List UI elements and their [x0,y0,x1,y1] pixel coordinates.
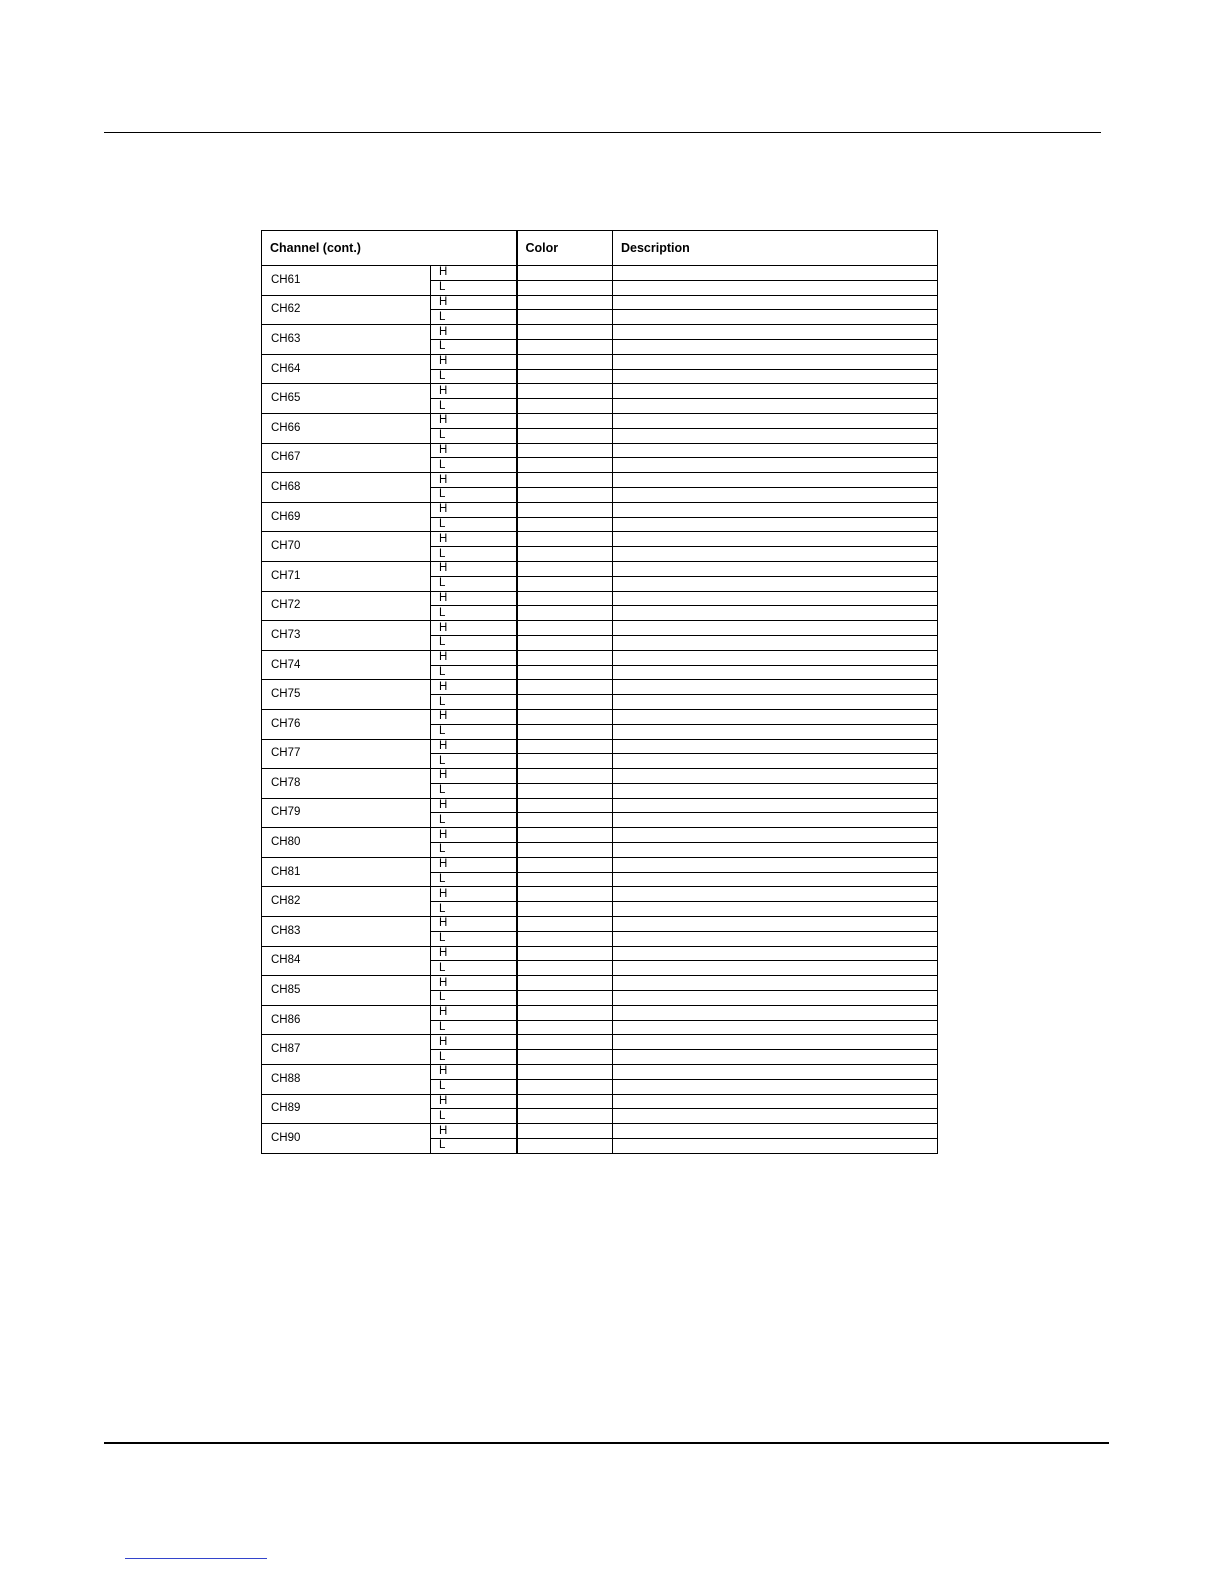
color-cell[interactable] [517,591,613,606]
channel-name: CH65 [262,384,431,414]
color-cell[interactable] [517,1065,613,1080]
color-cell[interactable] [517,473,613,488]
description-cell[interactable] [613,443,938,458]
channel-name: CH61 [262,266,431,296]
color-cell[interactable] [517,1020,613,1035]
color-cell[interactable] [517,487,613,502]
polarity-high-label: H [431,1124,517,1139]
channel-wiring-table [261,230,938,1154]
header-channel: Channel (cont.) [262,231,517,266]
footer-link-underline [125,1558,267,1559]
description-cell[interactable] [613,266,938,281]
polarity-low-label: L [431,665,517,680]
polarity-low-label: L [431,695,517,710]
color-cell[interactable] [517,961,613,976]
polarity-high-label: H [431,1035,517,1050]
description-cell[interactable] [613,576,938,591]
description-cell[interactable] [613,502,938,517]
description-cell[interactable] [613,739,938,754]
color-cell[interactable] [517,369,613,384]
description-cell[interactable] [613,813,938,828]
channel-name: CH64 [262,354,431,384]
description-cell[interactable] [613,473,938,488]
channel-name: CH80 [262,828,431,858]
description-cell[interactable] [613,961,938,976]
channel-name: CH84 [262,946,431,976]
description-cell[interactable] [613,680,938,695]
channel-name: CH69 [262,502,431,532]
description-cell[interactable] [613,1139,938,1154]
table-row [262,650,938,665]
description-cell[interactable] [613,946,938,961]
color-cell[interactable] [517,843,613,858]
color-cell[interactable] [517,1035,613,1050]
table-row [262,295,938,310]
color-cell[interactable] [517,1079,613,1094]
color-cell[interactable] [517,428,613,443]
description-cell[interactable] [613,1005,938,1020]
color-cell[interactable] [517,695,613,710]
polarity-high-label: H [431,976,517,991]
polarity-low-label: L [431,754,517,769]
table-row [262,709,938,724]
polarity-low-label: L [431,576,517,591]
color-cell[interactable] [517,828,613,843]
description-cell[interactable] [613,606,938,621]
color-cell[interactable] [517,1139,613,1154]
color-cell[interactable] [517,931,613,946]
polarity-low-label: L [431,428,517,443]
color-cell[interactable] [517,724,613,739]
color-cell[interactable] [517,650,613,665]
color-cell[interactable] [517,532,613,547]
color-cell[interactable] [517,665,613,680]
polarity-high-label: H [431,561,517,576]
table-row [262,621,938,636]
description-cell[interactable] [613,798,938,813]
polarity-low-label: L [431,1020,517,1035]
description-cell[interactable] [613,695,938,710]
description-cell[interactable] [613,769,938,784]
table-row [262,739,938,754]
description-cell[interactable] [613,1050,938,1065]
table-row [262,561,938,576]
polarity-low-label: L [431,517,517,532]
color-cell[interactable] [517,709,613,724]
channel-name: CH79 [262,798,431,828]
color-cell[interactable] [517,1094,613,1109]
description-cell[interactable] [613,517,938,532]
table-row [262,946,938,961]
description-cell[interactable] [613,650,938,665]
description-cell[interactable] [613,1065,938,1080]
description-cell[interactable] [613,1079,938,1094]
polarity-high-label: H [431,502,517,517]
description-cell[interactable] [613,724,938,739]
description-cell[interactable] [613,665,938,680]
polarity-low-label: L [431,487,517,502]
polarity-high-label: H [431,354,517,369]
color-cell[interactable] [517,1050,613,1065]
description-cell[interactable] [613,1124,938,1139]
channel-name: CH67 [262,443,431,473]
polarity-low-label: L [431,872,517,887]
color-cell[interactable] [517,1005,613,1020]
channel-name: CH66 [262,413,431,443]
description-cell[interactable] [613,635,938,650]
color-cell[interactable] [517,739,613,754]
channel-name: CH68 [262,473,431,503]
description-cell[interactable] [613,384,938,399]
channel-name: CH88 [262,1065,431,1095]
table-row [262,1094,938,1109]
color-cell[interactable] [517,280,613,295]
color-cell[interactable] [517,502,613,517]
channel-name: CH81 [262,857,431,887]
description-cell[interactable] [613,310,938,325]
color-cell[interactable] [517,384,613,399]
color-cell[interactable] [517,621,613,636]
channel-name: CH90 [262,1124,431,1154]
color-cell[interactable] [517,606,613,621]
polarity-high-label: H [431,828,517,843]
polarity-low-label: L [431,1050,517,1065]
table-row [262,857,938,872]
table-row [262,384,938,399]
polarity-high-label: H [431,857,517,872]
polarity-low-label: L [431,280,517,295]
table-row [262,502,938,517]
polarity-low-label: L [431,339,517,354]
color-cell[interactable] [517,813,613,828]
color-cell[interactable] [517,399,613,414]
polarity-low-label: L [431,458,517,473]
polarity-high-label: H [431,917,517,932]
description-cell[interactable] [613,325,938,340]
polarity-high-label: H [431,709,517,724]
header-color: Color [517,231,613,266]
polarity-high-label: H [431,443,517,458]
color-cell[interactable] [517,325,613,340]
color-cell[interactable] [517,872,613,887]
polarity-low-label: L [431,931,517,946]
description-cell[interactable] [613,1035,938,1050]
color-cell[interactable] [517,991,613,1006]
footer-rule [104,1442,1109,1444]
color-cell[interactable] [517,561,613,576]
channel-name: CH86 [262,1005,431,1035]
polarity-high-label: H [431,532,517,547]
polarity-low-label: L [431,813,517,828]
channel-name: CH89 [262,1094,431,1124]
description-cell[interactable] [613,857,938,872]
table-row [262,917,938,932]
color-cell[interactable] [517,413,613,428]
table-row [262,325,938,340]
description-cell[interactable] [613,399,938,414]
table-row [262,680,938,695]
color-cell[interactable] [517,754,613,769]
table-row [262,1035,938,1050]
polarity-low-label: L [431,369,517,384]
table-row [262,828,938,843]
polarity-high-label: H [431,295,517,310]
polarity-high-label: H [431,650,517,665]
color-cell[interactable] [517,266,613,281]
color-cell[interactable] [517,635,613,650]
description-cell[interactable] [613,295,938,310]
color-cell[interactable] [517,857,613,872]
description-cell[interactable] [613,621,938,636]
channel-name: CH71 [262,561,431,591]
polarity-low-label: L [431,399,517,414]
description-cell[interactable] [613,369,938,384]
channel-name: CH77 [262,739,431,769]
description-cell[interactable] [613,1020,938,1035]
description-cell[interactable] [613,561,938,576]
description-cell[interactable] [613,754,938,769]
channel-name: CH74 [262,650,431,680]
polarity-low-label: L [431,902,517,917]
table-header-row [262,231,938,266]
polarity-low-label: L [431,783,517,798]
table-body [262,266,938,1154]
polarity-high-label: H [431,1005,517,1020]
polarity-high-label: H [431,384,517,399]
channel-name: CH72 [262,591,431,621]
polarity-high-label: H [431,621,517,636]
channel-name: CH78 [262,769,431,799]
color-cell[interactable] [517,1109,613,1124]
description-cell[interactable] [613,428,938,443]
color-cell[interactable] [517,783,613,798]
description-cell[interactable] [613,1094,938,1109]
channel-name: CH85 [262,976,431,1006]
color-cell[interactable] [517,517,613,532]
description-cell[interactable] [613,413,938,428]
description-cell[interactable] [613,280,938,295]
table-row [262,443,938,458]
polarity-high-label: H [431,325,517,340]
polarity-high-label: H [431,769,517,784]
description-cell[interactable] [613,547,938,562]
description-cell[interactable] [613,591,938,606]
description-cell[interactable] [613,1109,938,1124]
channel-name: CH70 [262,532,431,562]
color-cell[interactable] [517,946,613,961]
channel-name: CH73 [262,621,431,651]
color-cell[interactable] [517,310,613,325]
table-row [262,1124,938,1139]
color-cell[interactable] [517,902,613,917]
polarity-high-label: H [431,887,517,902]
table-row [262,798,938,813]
polarity-high-label: H [431,266,517,281]
description-cell[interactable] [613,887,938,902]
table-row [262,976,938,991]
description-cell[interactable] [613,917,938,932]
header-description: Description [613,231,938,266]
color-cell[interactable] [517,295,613,310]
table-row [262,1065,938,1080]
description-cell[interactable] [613,843,938,858]
channel-name: CH62 [262,295,431,325]
polarity-low-label: L [431,991,517,1006]
color-cell[interactable] [517,798,613,813]
polarity-low-label: L [431,961,517,976]
channel-name: CH75 [262,680,431,710]
polarity-high-label: H [431,591,517,606]
description-cell[interactable] [613,709,938,724]
header-rule [104,132,1101,133]
description-cell[interactable] [613,354,938,369]
table-row [262,266,938,281]
polarity-low-label: L [431,724,517,739]
color-cell[interactable] [517,339,613,354]
description-cell[interactable] [613,931,938,946]
channel-name: CH83 [262,917,431,947]
polarity-high-label: H [431,946,517,961]
polarity-low-label: L [431,1139,517,1154]
polarity-high-label: H [431,473,517,488]
channel-name: CH76 [262,709,431,739]
polarity-low-label: L [431,547,517,562]
table-row [262,354,938,369]
description-cell[interactable] [613,339,938,354]
table-row [262,591,938,606]
color-cell[interactable] [517,680,613,695]
description-cell[interactable] [613,872,938,887]
polarity-high-label: H [431,680,517,695]
description-cell[interactable] [613,783,938,798]
color-cell[interactable] [517,458,613,473]
channel-name: CH82 [262,887,431,917]
table-row [262,413,938,428]
polarity-low-label: L [431,1079,517,1094]
channel-name: CH87 [262,1035,431,1065]
polarity-high-label: H [431,739,517,754]
color-cell[interactable] [517,354,613,369]
color-cell[interactable] [517,547,613,562]
color-cell[interactable] [517,887,613,902]
channel-name: CH63 [262,325,431,355]
polarity-low-label: L [431,1109,517,1124]
description-cell[interactable] [613,976,938,991]
color-cell[interactable] [517,1124,613,1139]
description-cell[interactable] [613,487,938,502]
table-row [262,887,938,902]
table-row [262,769,938,784]
polarity-low-label: L [431,635,517,650]
table-row [262,532,938,547]
polarity-low-label: L [431,843,517,858]
color-cell[interactable] [517,443,613,458]
polarity-high-label: H [431,798,517,813]
polarity-low-label: L [431,310,517,325]
description-cell[interactable] [613,902,938,917]
description-cell[interactable] [613,458,938,473]
polarity-low-label: L [431,606,517,621]
description-cell[interactable] [613,828,938,843]
polarity-high-label: H [431,1065,517,1080]
polarity-high-label: H [431,1094,517,1109]
polarity-high-label: H [431,413,517,428]
color-cell[interactable] [517,976,613,991]
color-cell[interactable] [517,917,613,932]
color-cell[interactable] [517,769,613,784]
description-cell[interactable] [613,991,938,1006]
table-row [262,473,938,488]
description-cell[interactable] [613,532,938,547]
color-cell[interactable] [517,576,613,591]
table-row [262,1005,938,1020]
